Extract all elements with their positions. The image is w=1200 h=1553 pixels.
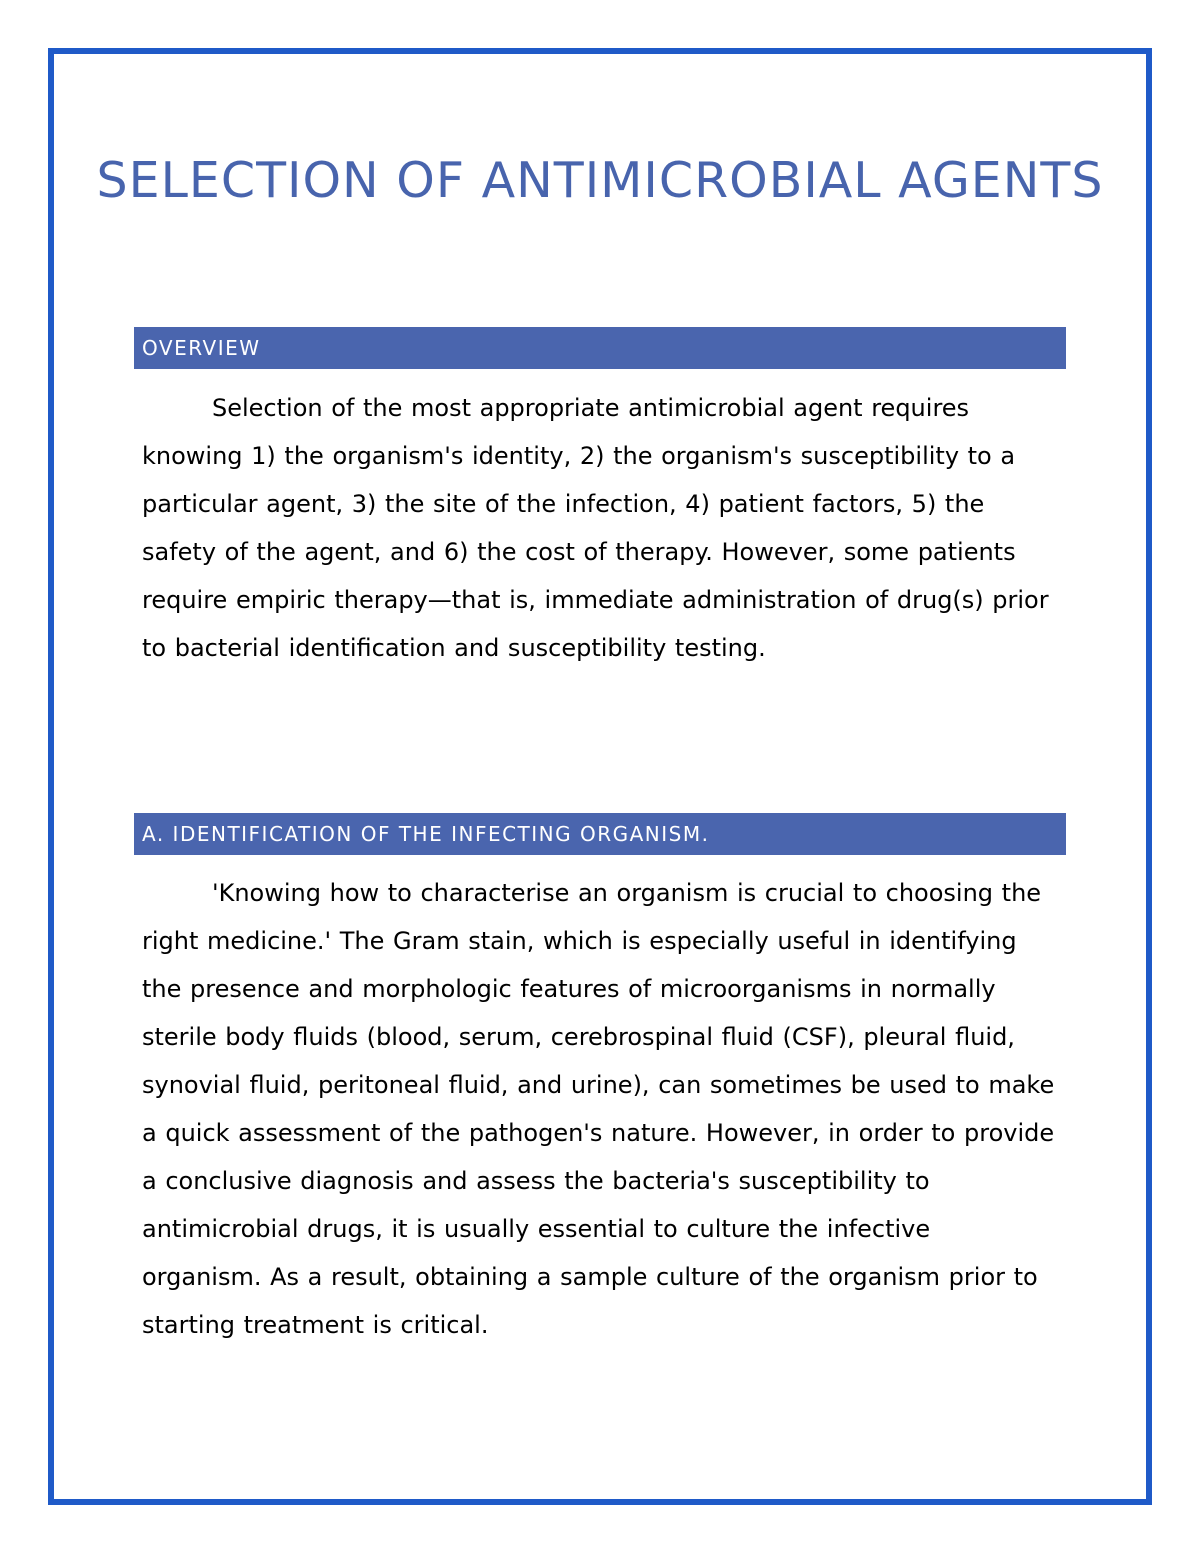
identification-paragraph: 'Knowing how to characterise an organism is crucial to choosing the right medicine.' The Gram stain, which is especially useful in identifying the presence and morphologic features of microorganisms in normally sterile body fluids (blood, serum, cerebrospinal fluid (CSF), pleural fluid, synovial fluid, peritoneal fluid, and urine), can sometimes be used to make a quick assessment of the pathogen's nature. However, in order to provide a conclusive diagnosis and assess the bacteria's susceptibility to antimicrobial drugs, it is usually essential to culture the infective organism. As a result, obtaining a sample culture of the organism prior to starting treatment is critical.: [142, 879, 1055, 1339]
overview-paragraph: Selection of the most appropriate antimicrobial agent requires knowing 1) the organism's identity, 2) the organism's susceptibility to a particular agent, 3) the site of the infection, 4) patient factors, 5) the safety of the agent, and 6) the cost of therapy. However, some patients require empiric therapy—that is, immediate administration of drug(s) prior to bacterial identification and susceptibility testing.: [142, 394, 1049, 662]
section-heading-identification: A. IDENTIFICATION OF THE INFECTING ORGANISM.: [134, 813, 1066, 855]
section-heading-overview: OVERVIEW: [134, 327, 1066, 369]
document-title: SELECTION OF ANTIMICROBIAL AGENTS: [96, 152, 1104, 209]
